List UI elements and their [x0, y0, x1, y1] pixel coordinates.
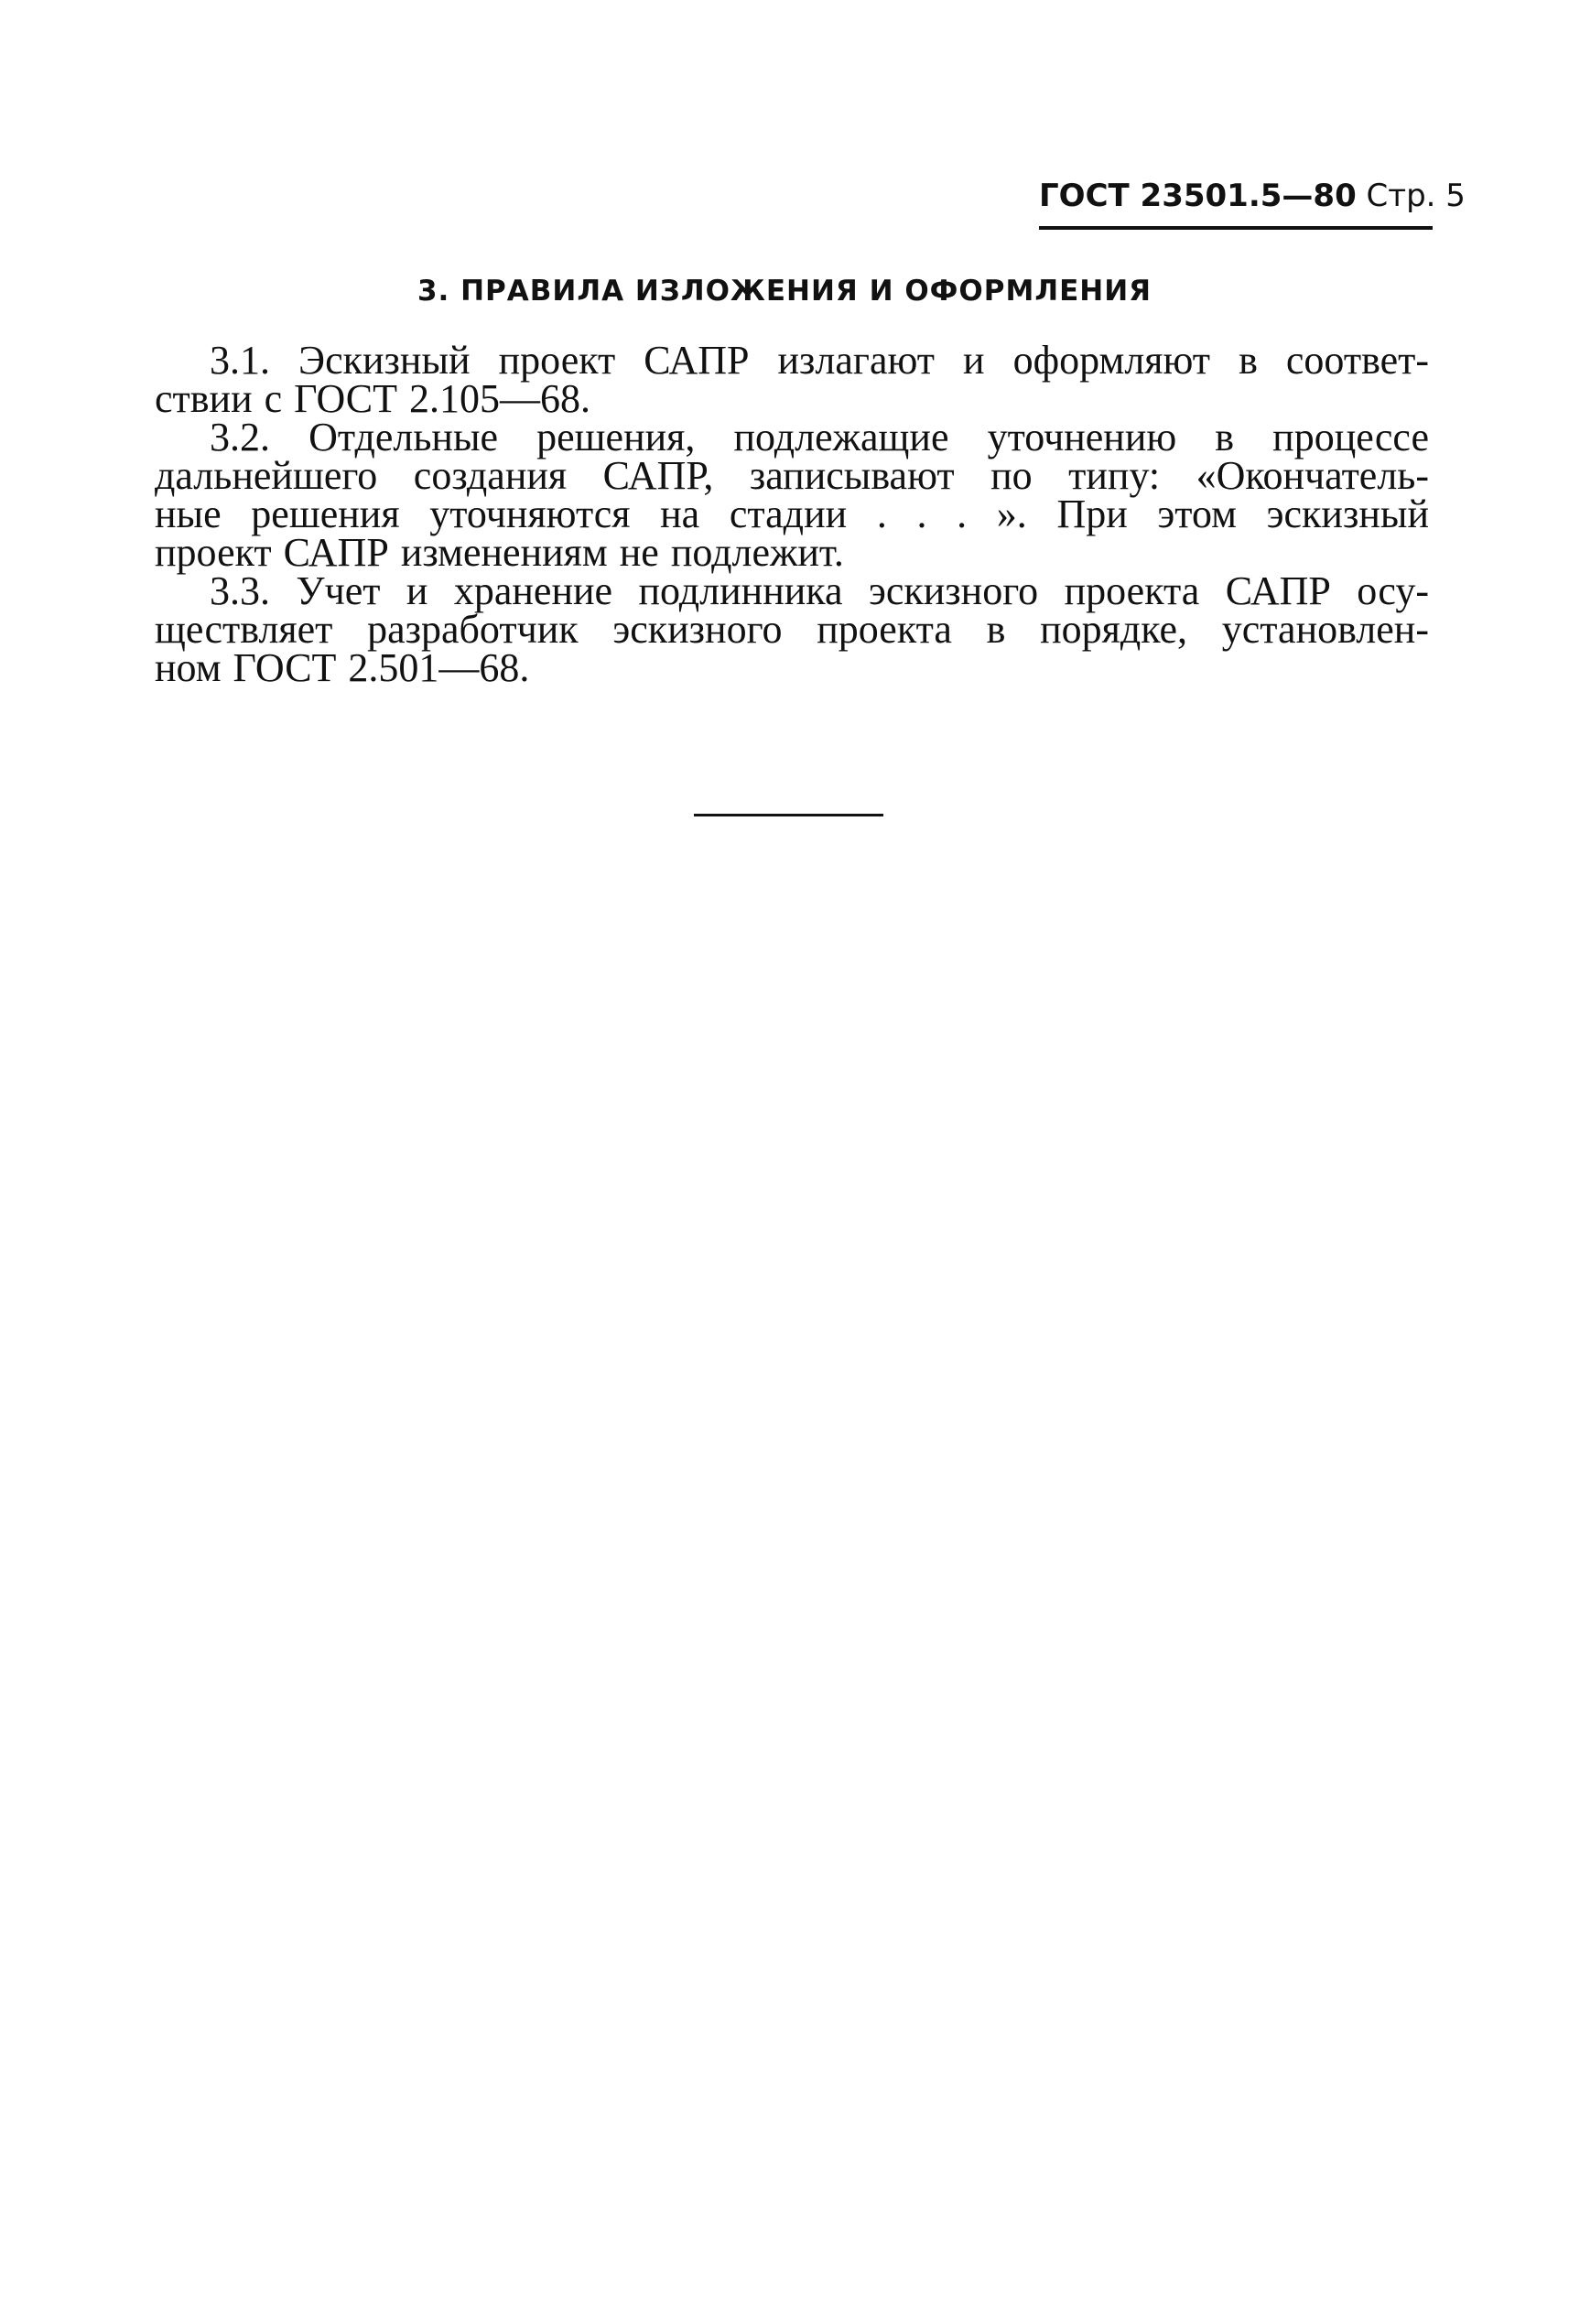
- paragraph-3-2: [155, 415, 1429, 575]
- document-body: [155, 338, 1429, 690]
- text-line: ществляет разработчик эскизного проекта в порядке, установлен-: [155, 607, 1429, 652]
- end-of-text-rule: [694, 814, 883, 816]
- running-header: [1039, 174, 1466, 218]
- text-line: ствии с ГОСТ 2.105—68.: [155, 376, 591, 421]
- text-line: 3.2. Отдельные решения, подлежащие уточнению в процессе: [210, 415, 1429, 459]
- text-line: проект САПР изменениям не подлежит.: [155, 530, 844, 575]
- text-line: ные решения уточняются на стадии . . . ». При этом эскизный: [155, 492, 1429, 536]
- text-line: ном ГОСТ 2.501—68.: [155, 645, 530, 690]
- text-line: 3.3. Учет и хранение подлинника эскизного проекта САПР осу-: [210, 568, 1429, 613]
- page-number: Стр. 5: [1366, 178, 1466, 214]
- text-line: 3.1. Эскизный проект САПР излагают и оформляют в соответ-: [210, 338, 1429, 383]
- paragraph-3-3: [155, 568, 1429, 690]
- section-title: 3. ПРАВИЛА ИЗЛОЖЕНИЯ И ОФОРМЛЕНИЯ: [417, 275, 1152, 308]
- paragraph-3-1: [155, 338, 1429, 421]
- text-line: дальнейшего создания САПР, записывают по типу: «Окончатель-: [155, 453, 1429, 498]
- standard-number: ГОСТ 23501.5—80: [1039, 178, 1357, 214]
- header-rule: [1039, 226, 1433, 230]
